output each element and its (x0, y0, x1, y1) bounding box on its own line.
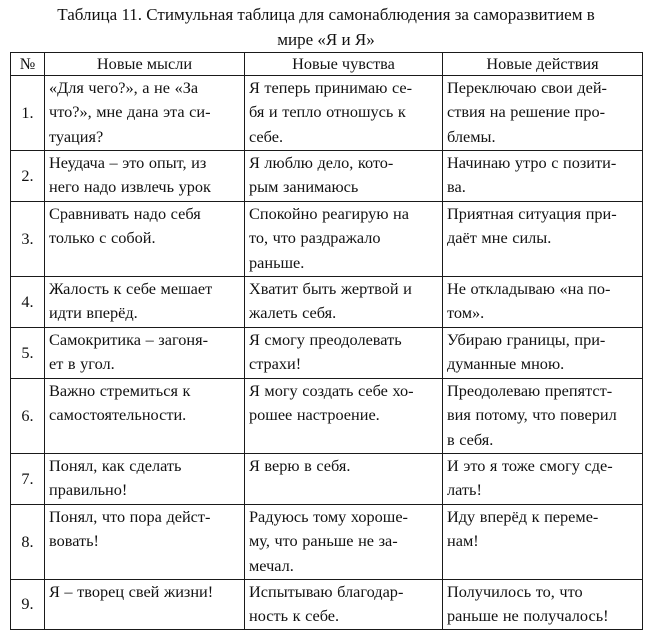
cell-line: Я – творец свей жизни! (49, 582, 214, 601)
table-row (11, 277, 643, 328)
cell-line: Жалость к себе мешает (49, 279, 213, 298)
cell-line: блемы. (447, 126, 496, 146)
cell-line: ет в угол. (49, 354, 115, 374)
action-cell (443, 505, 643, 580)
cell-line: рым занимаюсь (249, 177, 359, 197)
cell-line: него надо извлечь урок (49, 177, 211, 197)
cell-line: Не откладываю «на по- (447, 279, 611, 298)
row-number: 9. (11, 580, 45, 630)
cell-line: идти вперёд. (49, 303, 138, 323)
cell-line: Неудача – это опыт, из (49, 153, 207, 172)
action-cell (443, 202, 643, 277)
header-new-actions: Новые действия (443, 53, 643, 76)
table-row (11, 505, 643, 580)
feeling-cell (245, 580, 443, 630)
cell-line: то, что раздражало (249, 228, 381, 248)
table-body (11, 76, 643, 630)
row-number: 8. (11, 505, 45, 580)
table-row (11, 379, 643, 454)
cell-line: Испытываю благодар- (249, 582, 404, 601)
row-number: 7. (11, 454, 45, 505)
cell-line: Убираю границы, при- (447, 330, 606, 349)
action-cell (443, 454, 643, 505)
cell-line: ность к себе. (249, 606, 340, 626)
cell-line: раньше. (249, 252, 305, 272)
action-cell (443, 379, 643, 454)
action-cell (443, 580, 643, 630)
action-cell (443, 277, 643, 328)
row-number: 4. (11, 277, 45, 328)
feeling-cell (245, 76, 443, 151)
cell-line: Я люблю дело, кото- (249, 153, 394, 172)
action-cell (443, 76, 643, 151)
header-new-feelings: Новые чувства (245, 53, 443, 76)
cell-line: себе. (249, 126, 284, 146)
cell-line: И это я тоже смогу сде- (447, 456, 613, 475)
cell-line: Самокритика – загоня- (49, 330, 208, 349)
feeling-cell (245, 151, 443, 202)
table-row (11, 580, 643, 630)
stimulus-table (10, 52, 643, 630)
header-new-thoughts: Новые мысли (45, 53, 245, 76)
cell-line: раньше не получалось! (447, 606, 609, 626)
table-row (11, 151, 643, 202)
table-row (11, 328, 643, 379)
caption-line-2: мире «Я и Я» (277, 30, 375, 49)
cell-line: в себя. (447, 429, 494, 449)
cell-line: самостоятельности. (49, 405, 187, 425)
cell-line: что?», мне дана эта си- (49, 102, 211, 122)
thought-cell (45, 151, 245, 202)
cell-line: Переключаю свои дей- (447, 78, 607, 97)
cell-line: ствия на решение про- (447, 102, 606, 122)
thought-cell (45, 277, 245, 328)
action-cell (443, 328, 643, 379)
feeling-cell (245, 202, 443, 277)
table-caption (4, 2, 648, 52)
cell-line: Я могу создать себе хо- (249, 381, 414, 400)
cell-line: мечал. (249, 555, 294, 575)
table-row (11, 202, 643, 277)
table-row (11, 454, 643, 505)
cell-line: Я теперь принимаю се- (249, 78, 413, 97)
cell-line: том». (447, 303, 485, 323)
cell-line: ва. (447, 177, 466, 197)
feeling-cell (245, 505, 443, 580)
cell-line: вовать! (49, 531, 99, 551)
cell-line: вия потому, что поверил (447, 405, 617, 425)
cell-line: туация? (49, 126, 104, 146)
row-number: 6. (11, 379, 45, 454)
cell-line: Понял, как сделать (49, 456, 182, 475)
cell-line: Я верю в себя. (249, 456, 351, 475)
cell-line: Иду вперёд к переме- (447, 507, 599, 526)
cell-line: Важно стремиться к (49, 381, 191, 400)
cell-line: Радуюсь тому хороше- (249, 507, 408, 526)
cell-line: Начинаю утро с позити- (447, 153, 617, 172)
table-header-row (11, 53, 643, 76)
table-row (11, 76, 643, 151)
cell-line: бя и тепло отношусь к (249, 102, 406, 122)
cell-line: рошее настроение. (249, 405, 380, 425)
feeling-cell (245, 379, 443, 454)
cell-line: Сравнивать надо себя (49, 204, 201, 223)
thought-cell (45, 454, 245, 505)
feeling-cell (245, 277, 443, 328)
thought-cell (45, 505, 245, 580)
feeling-cell (245, 454, 443, 505)
row-number: 2. (11, 151, 45, 202)
row-number: 3. (11, 202, 45, 277)
row-number: 5. (11, 328, 45, 379)
cell-line: нам! (447, 531, 479, 551)
cell-line: Преодолеваю препятст- (447, 381, 613, 400)
thought-cell (45, 76, 245, 151)
feeling-cell (245, 328, 443, 379)
action-cell (443, 151, 643, 202)
cell-line: Понял, что пора дейст- (49, 507, 211, 526)
cell-line: только с собой. (49, 228, 156, 248)
header-number: № (11, 53, 45, 76)
cell-line: думанные мною. (447, 354, 565, 374)
cell-line: лать! (447, 480, 482, 500)
cell-line: Приятная ситуация при- (447, 204, 617, 223)
thought-cell (45, 202, 245, 277)
caption-line-1: Таблица 11. Стимульная таблица для самонаблюдения за саморазвитием в (57, 5, 595, 24)
cell-line: му, что раньше не за- (249, 531, 398, 551)
cell-line: Спокойно реагирую на (249, 204, 409, 223)
cell-line: страхи! (249, 354, 302, 374)
cell-line: Получилось то, что (447, 582, 583, 601)
thought-cell (45, 580, 245, 630)
cell-line: Хватит быть жертвой и (249, 279, 412, 298)
cell-line: правильно! (49, 480, 128, 500)
cell-line: «Для чего?», а не «За (49, 78, 199, 97)
thought-cell (45, 379, 245, 454)
cell-line: Я смогу преодолевать (249, 330, 402, 349)
thought-cell (45, 328, 245, 379)
cell-line: даёт мне силы. (447, 228, 552, 248)
row-number: 1. (11, 76, 45, 151)
cell-line: жалеть себя. (249, 303, 337, 323)
